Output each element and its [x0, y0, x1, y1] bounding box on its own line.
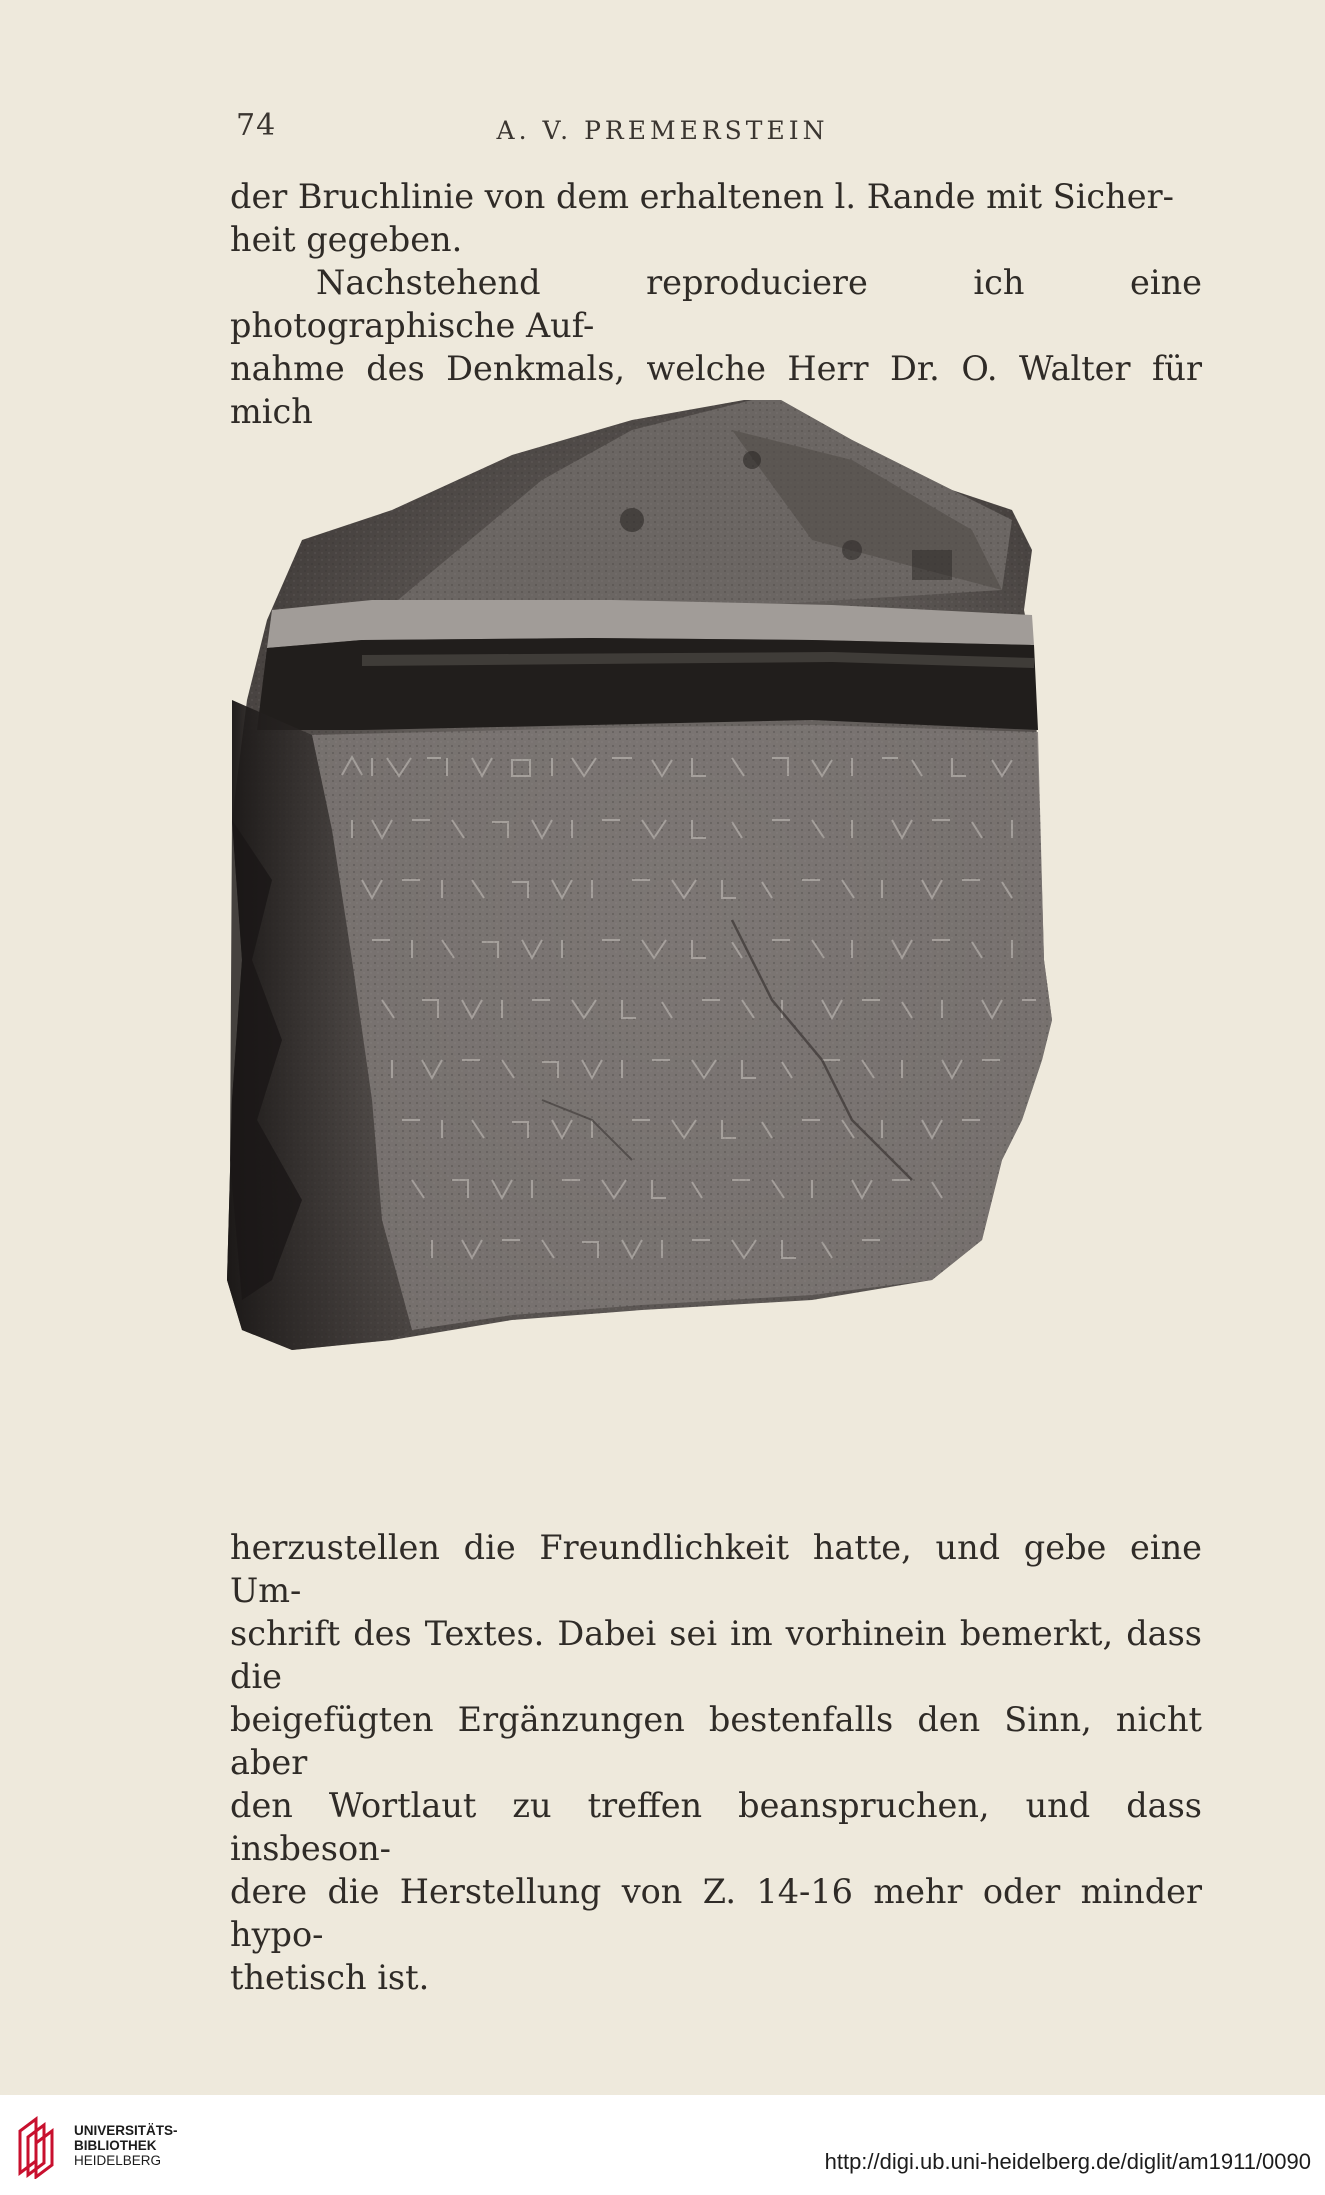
- text-line: herzustellen die Freundlichkeit hatte, und gebe eine Um-: [230, 1528, 1202, 1610]
- university-library-logo-icon: [14, 2113, 64, 2179]
- stele-photograph: [212, 400, 1232, 1480]
- text-line: schrift des Textes. Dabei sei im vorhinein bemerkt, dass die: [230, 1614, 1202, 1696]
- library-name-line: HEIDELBERG: [74, 2153, 162, 2168]
- inscribed-stone-stele-icon: [212, 400, 1232, 1480]
- library-name-line: UNIVERSITÄTS-: [74, 2123, 178, 2138]
- text-line: der Bruchlinie von dem erhaltenen l. Rande mit Sicher-: [230, 177, 1174, 216]
- body-text-top: [230, 175, 1202, 433]
- library-name-line: BIBLIOTHEK: [74, 2138, 157, 2153]
- text-line: dere die Herstellung von Z. 14-16 mehr oder minder hypo-: [230, 1872, 1202, 1954]
- digitization-footer: [0, 2095, 1325, 2195]
- permalink-url[interactable]: http://digi.ub.uni-heidelberg.de/diglit/am1911/0090: [824, 2149, 1311, 2174]
- text-line: Nachstehend reproduciere ich eine photographische Auf-: [230, 263, 1202, 345]
- text-line: den Wortlaut zu treffen beanspruchen, und dass insbeson-: [230, 1786, 1202, 1868]
- page-number: 74: [236, 108, 277, 143]
- running-head: A. V. PREMERSTEIN: [496, 116, 829, 145]
- library-name: [74, 2123, 178, 2168]
- body-text-bottom: [230, 1526, 1202, 1999]
- text-line: nahme des Denkmals, welche Herr Dr. O. Walter für mich: [230, 349, 1202, 431]
- text-line: beigefügten Ergänzungen bestenfalls den Sinn, nicht aber: [230, 1700, 1202, 1782]
- text-line: thetisch ist.: [230, 1958, 430, 1997]
- text-line: heit gegeben.: [230, 220, 463, 259]
